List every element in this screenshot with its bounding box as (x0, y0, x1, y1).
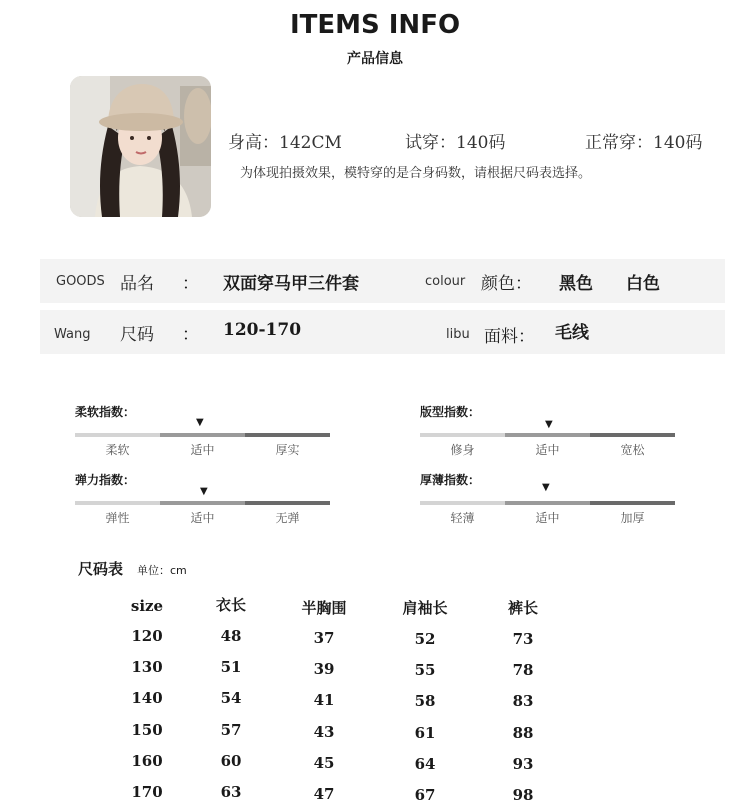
index-bar (75, 501, 330, 505)
table-cell: 58 (414, 692, 436, 710)
index-label: 加厚 (620, 511, 645, 525)
table-cell: 98 (512, 786, 534, 804)
index-label: 柔软 (105, 443, 130, 457)
model-note: 为体现拍摄效果，模特穿的是合身码数，请根据尺码表选择。 (240, 166, 592, 181)
table-cell: 60 (220, 752, 242, 770)
index-label: 适中 (190, 443, 215, 457)
index-title: 版型指数： (420, 405, 481, 419)
table-cell: 73 (512, 630, 534, 648)
header-shoulder-sleeve: 肩袖长 (402, 599, 448, 617)
colour-value-black: 黑色 (559, 274, 593, 294)
table-cell: 63 (220, 783, 242, 801)
table-cell: 140 (131, 689, 163, 707)
table-cell: 37 (313, 629, 335, 647)
index-label: 适中 (535, 511, 560, 525)
table-cell: 93 (512, 755, 534, 773)
goods-value: 双面穿马甲三件套 (223, 274, 359, 294)
index-label: 弹性 (105, 511, 130, 525)
index-label: 适中 (190, 511, 215, 525)
size-table-unit: 单位：cm (137, 564, 187, 577)
table-cell: 51 (220, 658, 242, 676)
fabric-label-en: libu (446, 327, 470, 342)
size-fabric-row (40, 310, 725, 354)
page-title: ITEMS INFO (289, 10, 461, 40)
goods-row (40, 259, 725, 303)
index-label: 适中 (535, 443, 560, 457)
table-cell: 54 (220, 689, 242, 707)
goods-label-cn: 品名 (120, 274, 154, 294)
table-cell: 150 (131, 721, 163, 739)
size-colon: ： (182, 325, 199, 345)
goods-label-en: GOODS (56, 274, 105, 289)
header-size: size (130, 597, 164, 615)
model-normal-size: 正常穿：140码 (585, 133, 703, 153)
selected-marker-icon: ▼ (196, 417, 204, 428)
table-cell: 160 (131, 752, 163, 770)
colour-label-en: colour (425, 274, 466, 289)
header-half-chest: 半胸围 (301, 599, 347, 617)
table-cell: 55 (414, 661, 436, 679)
index-title: 柔软指数： (75, 405, 136, 419)
selected-marker-icon: ▼ (542, 482, 550, 493)
table-cell: 64 (414, 755, 436, 773)
index-label: 厚实 (275, 443, 300, 457)
table-cell: 78 (512, 661, 534, 679)
model-photo (70, 76, 211, 217)
size-range-value: 120-170 (223, 320, 302, 340)
index-label: 无弹 (275, 511, 300, 525)
fabric-label-cn: 面料： (484, 327, 535, 347)
selected-marker-icon: ▼ (545, 419, 553, 430)
index-label: 宽松 (620, 443, 645, 457)
size-label-en: Wang (54, 327, 91, 342)
model-height: 身高：142CM (228, 133, 342, 153)
colour-label-cn: 颜色： (481, 274, 532, 294)
table-cell: 67 (414, 786, 436, 804)
table-cell: 120 (131, 627, 163, 645)
table-cell: 43 (313, 723, 335, 741)
goods-colon: ： (182, 274, 199, 294)
table-cell: 45 (313, 754, 335, 772)
table-cell: 130 (131, 658, 163, 676)
page-subtitle: 产品信息 (347, 51, 403, 67)
index-label: 修身 (450, 443, 475, 457)
header-length: 衣长 (215, 596, 246, 614)
index-label: 轻薄 (450, 511, 475, 525)
size-table-title: 尺码表 (78, 560, 124, 578)
table-cell: 88 (512, 724, 534, 742)
table-cell: 57 (220, 721, 242, 739)
table-cell: 39 (313, 660, 335, 678)
index-title: 厚薄指数： (420, 473, 481, 487)
table-cell: 83 (512, 692, 534, 710)
table-cell: 47 (313, 785, 335, 803)
header-pants-length: 裤长 (507, 599, 538, 617)
model-try-size: 试穿：140码 (405, 133, 506, 153)
table-cell: 170 (131, 783, 163, 801)
colour-value-white: 白色 (626, 274, 660, 294)
table-cell: 48 (220, 627, 242, 645)
index-bar (420, 501, 675, 505)
size-label-cn: 尺码 (120, 325, 154, 345)
index-bar (420, 433, 675, 437)
index-bar (75, 433, 330, 437)
table-cell: 41 (313, 691, 335, 709)
table-cell: 52 (414, 630, 436, 648)
index-title: 弹力指数： (75, 473, 136, 487)
table-cell: 61 (414, 724, 436, 742)
selected-marker-icon: ▼ (200, 486, 208, 497)
fabric-value: 毛线 (555, 323, 589, 343)
